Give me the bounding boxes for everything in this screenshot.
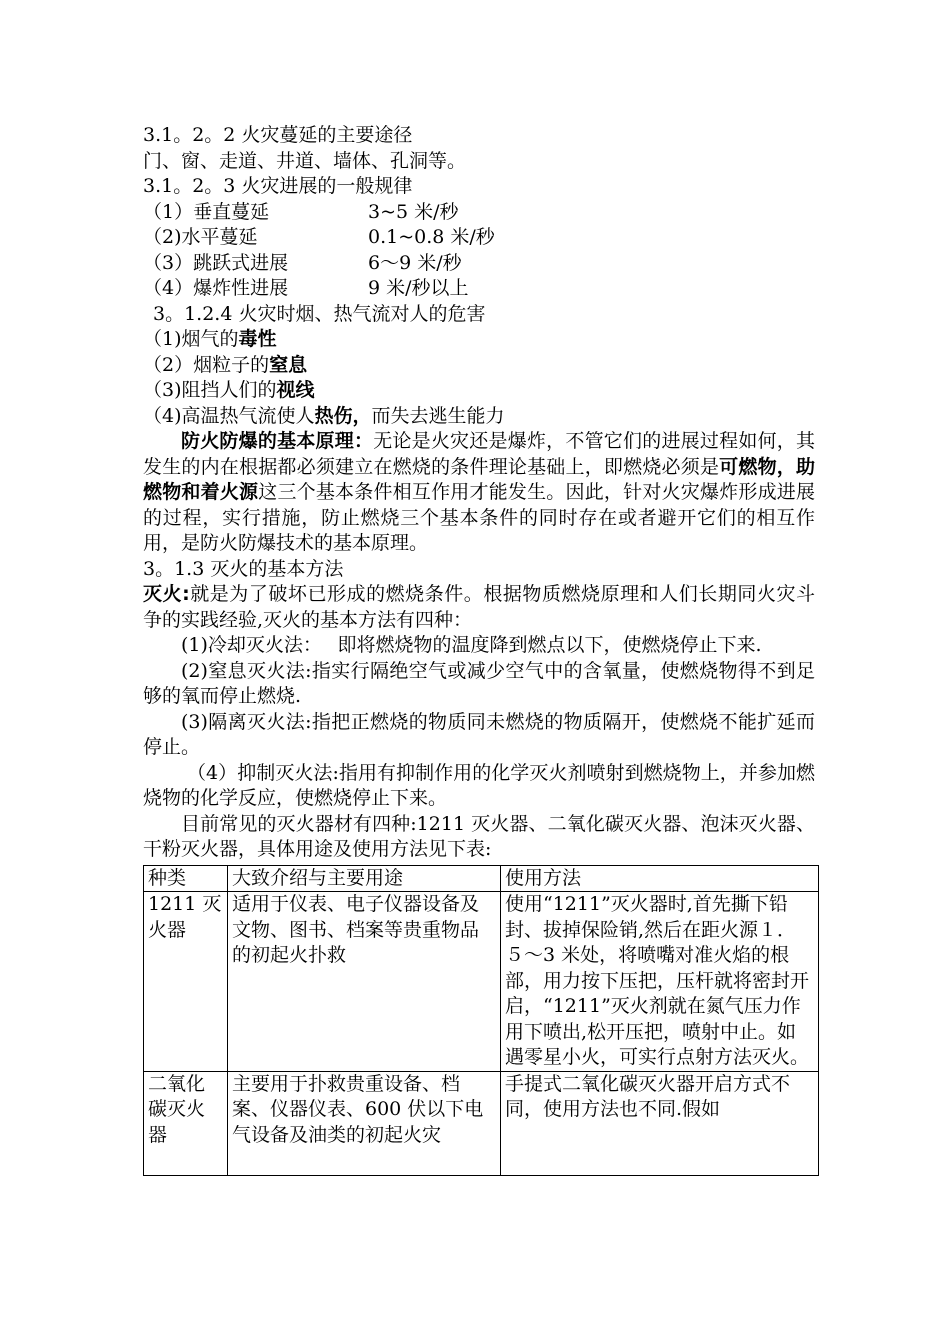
table-row — [144, 892, 819, 1072]
table-header-cell: 使用方法 — [501, 865, 819, 892]
document-page — [143, 123, 815, 1176]
smoke-harm-list — [143, 327, 815, 429]
extinguish-method-item: (1)冷却灭火法： 即将燃烧物的温度降到燃点以下，使燃烧停止下来. — [181, 634, 762, 656]
table-cell-type: 1211 灭火器 — [144, 892, 228, 1072]
section-heading-fire-spread-rules: 3.1。2。3 火灾进展的一般规律 — [143, 175, 413, 197]
table-cell-method: 使用“1211”灭火器时,首先撕下铅封、拔掉保险销,然后在距火源１．５～3 米处，将喷嘴对准火焰的根部，用力按下压把，压杆就将密封开启，“1211”灭火剂就在氮气压力作用下喷出,松开压把，喷射中止。如遇零星小火，可实行点射方法灭火。 — [501, 892, 819, 1072]
spread-speed-item: （3）跳跃式进展 6～9 米/秒 — [143, 251, 462, 274]
extinguish-method-item: (2)窒息灭火法:指实行隔绝空气或减少空气中的含氧量，使燃烧物得不到足够的氧而停止燃烧. — [143, 659, 815, 707]
smoke-harm-item: （3)阻挡人们的视线 — [143, 379, 315, 401]
table-cell-use: 主要用于扑救贵重设备、档案、仪器仪表、600 伏以下电气设备及油类的初起火灾 — [232, 1072, 484, 1146]
extinguish-intro-paragraph: 灭火:就是为了破坏已形成的燃烧条件。根据物质燃烧原理和人们长期同火灾斗争的实践经验,灭火的基本方法有四种： — [143, 583, 815, 631]
extinguish-method-item: (3)隔离灭火法:指把正燃烧的物质同未燃烧的物质隔开，使燃烧不能扩延而停止。 — [143, 710, 815, 758]
section-heading-smoke-harm: 3。1.2.4 火灾时烟、热气流对人的危害 — [153, 302, 486, 325]
section-heading-extinguish-methods: 3。1.3 灭火的基本方法 — [143, 557, 344, 580]
spread-speed-item: （4）爆炸性进展 9 米/秒以上 — [143, 277, 469, 299]
table-header-cell: 种类 — [144, 865, 228, 892]
table-cell-use: 适用于仪表、电子仪器设备及文物、图书、档案等贵重物品的初起火扑救 — [228, 892, 501, 1072]
table-cell-method: 手提式二氧化碳灭火器开启方式不同，使用方法也不同.假如 — [505, 1072, 791, 1120]
table-row — [144, 1071, 819, 1175]
fire-prevention-principle-paragraph: 防火防爆的基本原理：无论是火灾还是爆炸，不管它们的进展过程如何，其发生的内在根据都必须建立在燃烧的条件理论基础上，即燃烧必须是可燃物，助燃物和着火源这三个基本条件相互作用才能发生。因此，针对火灾爆炸形成进展的过程，实行措施，防止燃烧三个基本条件的同时存在或者避开它们的相互作用，是防火防爆技术的基本原理。 — [143, 430, 815, 554]
spread-speed-list — [143, 200, 815, 302]
extinguish-method-item: （4）抑制灭火法:指用有抑制作用的化学灭火剂喷射到燃烧物上，并参加燃烧物的化学反应，使燃烧停止下来。 — [143, 761, 815, 809]
smoke-harm-item: （2）烟粒子的窒息 — [143, 353, 308, 376]
smoke-harm-item: （1)烟气的毒性 — [143, 328, 277, 350]
table-cell-type: 二氧化碳灭火器 — [148, 1072, 206, 1146]
fire-spread-routes-text: 门、窗、走道、井道、墙体、孔洞等。 — [143, 149, 467, 172]
spread-speed-item: （2)水平蔓延 0.1~0.8 米/秒 — [143, 226, 495, 248]
table-header-cell: 大致介绍与主要用途 — [228, 865, 501, 892]
smoke-harm-item: （4)高温热气流使人热伤，而失去逃生能力 — [143, 404, 505, 427]
section-heading-fire-spread-routes: 3.1。2。2 火灾蔓延的主要途径 — [143, 124, 413, 146]
equipment-intro-paragraph: 目前常见的灭火器材有四种:1211 灭火器、二氧化碳灭火器、泡沫灭火器、干粉灭火器，具体用途及使用方法见下表: — [143, 812, 815, 860]
table-header-row — [144, 865, 819, 892]
extinguisher-table — [143, 865, 819, 1176]
spread-speed-item: （1）垂直蔓延 3~5 米/秒 — [143, 200, 459, 223]
